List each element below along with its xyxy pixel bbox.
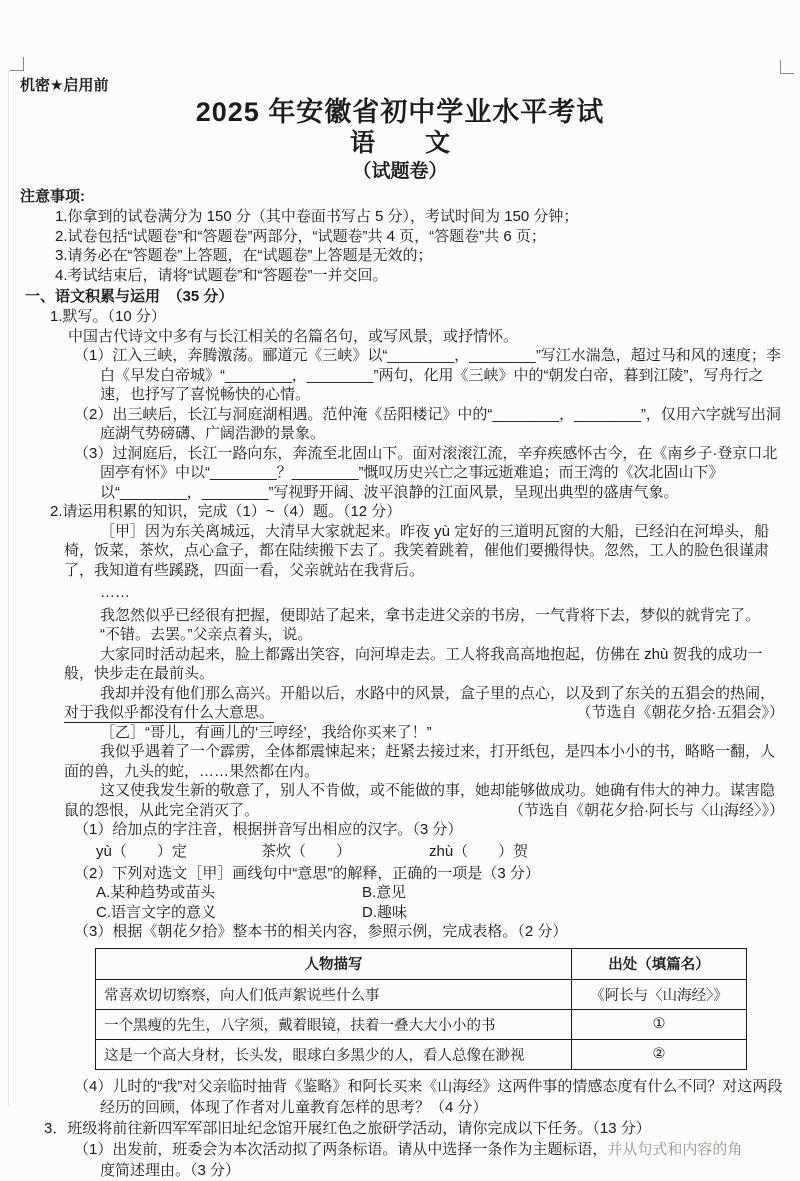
excerpt-ellipsis: …… <box>100 584 130 601</box>
crop-mark-top-right-icon <box>780 60 794 74</box>
excerpt-yi-source: （节选自《朝花夕拾·阿长与〈山海经〉》） <box>509 801 784 819</box>
pinyin-item-2: 茶炊（ ） <box>261 842 352 860</box>
notice-item-4: 4.考试结束后，请将“试题卷”和“答题卷”一并交回。 <box>55 266 388 284</box>
option-a: A.某种趋势或苗头 <box>96 884 216 901</box>
table-row <box>96 1009 747 1039</box>
excerpt-jia-underlined-phrase: 对于我似乎都没有什么大意思。 <box>64 704 275 721</box>
pinyin-row <box>96 842 800 862</box>
notice-item-2: 2.试卷包括“试题卷”和“答题卷”两部分，“试题卷”共 4 页，“答题卷”共 6 页； <box>55 227 546 245</box>
pinyin-item-1: yù（ ）定 <box>96 842 187 860</box>
table-row <box>96 979 747 1009</box>
excerpt-jia-paragraph-2: 我忽然似乎已经很有把握，便即站了起来，拿书走进父亲的书房，一气背将下去，梦似的就背完了。 <box>100 606 761 624</box>
q1-item-1: （1）江入三峡，奔腾激荡。郦道元《三峡》以“________，________”写江水湍急，超过马和风的速度；李白《早发白帝城》“________，________”两句，化用《三峡》中的“朝发白帝，暮到江陵”，写舟行之速，也抒写了喜悦畅快的心情。 <box>74 347 781 403</box>
q2-sub4-label: （4）儿时的“我”对父亲临时抽背《鉴略》和阿长买来《山海经》这两件事的情感态度有什么不同？对这两段经历的回顾，体现了作者对儿童教育怎样的思考？（4 分） <box>74 1077 783 1116</box>
option-b: B.意见 <box>362 884 407 901</box>
excerpt-jia-paragraph-1: ［甲］因为东关离城远，大清早大家就起来。昨夜 yù 定好的三道明瓦窗的大船，已经泊在河埠头，船椅，饭菜，茶炊，点心盒子，都在陆续搬下去了。我笑着跳着，催他们要搬得快。忽然，工人的脸色很谨肃了，我知道有些蹊跷，四面一看，父亲就站在我背后。 <box>64 522 770 579</box>
q1-label: 1.默写。（10 分） <box>50 308 166 325</box>
notice-item-1: 1.你拿到的试卷满分为 150 分（其中卷面书写占 5 分），考试时间为 150 分钟； <box>55 208 579 225</box>
pinyin-item-3: zhù（ ）贺 <box>429 842 529 860</box>
excerpt-yi-paragraph-2: 我似乎遇着了一个霹雳，全体都震悚起来；赶紧去接过来，打开纸包，是四本小小的书，略略一翻，人面的兽，九头的蛇，……果然都在内。 <box>64 743 776 780</box>
subject-title: 语 文 <box>349 129 450 157</box>
notice-item-3: 3.请务必在“答题卷”上答题，在“试题卷”上答题是无效的； <box>55 247 433 264</box>
exam-title: 2025 年安徽省初中学业水平考试 <box>195 97 605 127</box>
table-cell-source: 《阿长与〈山海经〉》 <box>572 979 747 1009</box>
table-cell-description: 这是一个高大身材，长头发，眼球白多黑少的人，看人总像在渺视 <box>96 1039 572 1069</box>
q3-sub1-text: （1）出发前，班委会为本次活动拟了两条标语。请从中选择一条作为主题标语， <box>74 1140 608 1158</box>
excerpt-yi-p3-text: 这又使我发生新的敬意了，别人不肯做，或不能做的事，她却能够做成功。她确有伟大的神力。谋害隐鼠的怨恨，从此完全消灭了。 <box>64 782 776 819</box>
table-header-description: 人物描写 <box>96 948 572 979</box>
notice-heading: 注意事项: <box>20 188 85 205</box>
table-cell-source: ② <box>572 1039 747 1069</box>
excerpt-jia-paragraph-3: “不错。去罢。”父亲点着头，说。 <box>100 626 313 643</box>
table-header-row <box>96 948 747 979</box>
paper-type-label: （试题卷） <box>352 161 448 182</box>
q2-label: 2.请运用积累的知识，完成（1）~（4）题。（12 分） <box>50 503 402 520</box>
q1-item-3: （3）过洞庭后，长江一路向东，奔流至北固山下。面对滚滚江流，辛弃疾感怀古今，在《南乡子·登京口北固亭有怀》中以“________？________”慨叹历史兴亡之事远逝难追；而王湾的《次北固山下》以“________，________”写视野开阔、波平浪静的江面风景，呈现出典型的盛唐气象。 <box>74 444 778 501</box>
table-cell-description: 常喜欢切切察察，向人们低声絮说些什么事 <box>96 979 572 1009</box>
excerpt-jia-p5-text: 我却并没有他们那么高兴。开船以后，水路中的风景，盒子里的点心，以及到了东关的五猖会的热闹， <box>100 684 776 702</box>
table-row <box>96 1039 747 1069</box>
q1-intro: 中国古代诗文中多有与长江相关的名篇名句，或写风景，或抒情怀。 <box>68 327 519 345</box>
excerpt-jia-paragraph-4: 大家同时活动起来，脸上都露出笑容，向河埠走去。工人将我高高地抱起，仿佛在 zhù 贺我的成功一般，快步走在最前头。 <box>64 645 763 682</box>
q2-sub1-label: （1）给加点的字注音，根据拼音写出相应的汉字。（3 分） <box>74 821 463 838</box>
option-d: D.趣味 <box>362 903 408 921</box>
q2-sub3-label: （3）根据《朝花夕拾》整本书的相关内容，参照示例，完成表格。（2 分） <box>74 923 568 940</box>
character-description-table <box>95 948 747 1070</box>
q2-sub2-options <box>96 883 800 922</box>
excerpt-jia-source: （节选自《朝花夕拾·五猖会》） <box>576 704 784 721</box>
q3-sub1-faded-text: 并从句式和内容的角 <box>607 1140 743 1158</box>
q3-label: 3．班级将前往新四军军部旧址纪念馆开展红色之旅研学活动，请你完成以下任务。（13 分） <box>44 1119 651 1137</box>
q3-sub1-line2: 度简述理由。（3 分） <box>100 1161 241 1179</box>
section-1-heading: 一、语文积累与运用 （35 分） <box>25 288 234 305</box>
q2-sub2-label: （2）下列对选文［甲］画线句中“意思”的解释，正确的一项是（3 分） <box>74 864 540 882</box>
confidential-label: 机密★启用前 <box>20 77 109 94</box>
table-cell-source: ① <box>572 1009 747 1039</box>
excerpt-yi-paragraph-1: ［乙］“哥儿，有画儿的‘三哼经’，我给你买来了！” <box>100 723 432 741</box>
q3-sub1-line1 <box>74 1139 786 1160</box>
scan-edge-line <box>8 70 9 1106</box>
table-cell-description: 一个黑瘦的先生，八字须，戴着眼镜，扶着一叠大大小小的书 <box>96 1009 572 1039</box>
excerpt-yi-paragraph-3 <box>64 781 784 820</box>
excerpt-jia-paragraph-5 <box>64 684 784 723</box>
crop-mark-top-left-icon <box>10 57 24 71</box>
option-c: C.语言文字的意义 <box>96 903 217 921</box>
table-header-source: 出处（填篇名） <box>572 948 747 979</box>
q1-item-2: （2）出三峡后，长江与洞庭湖相遇。范仲淹《岳阳楼记》中的“________，________”，仅用六字就写出洞庭湖气势磅礴、广阔浩渺的景象。 <box>74 405 781 442</box>
